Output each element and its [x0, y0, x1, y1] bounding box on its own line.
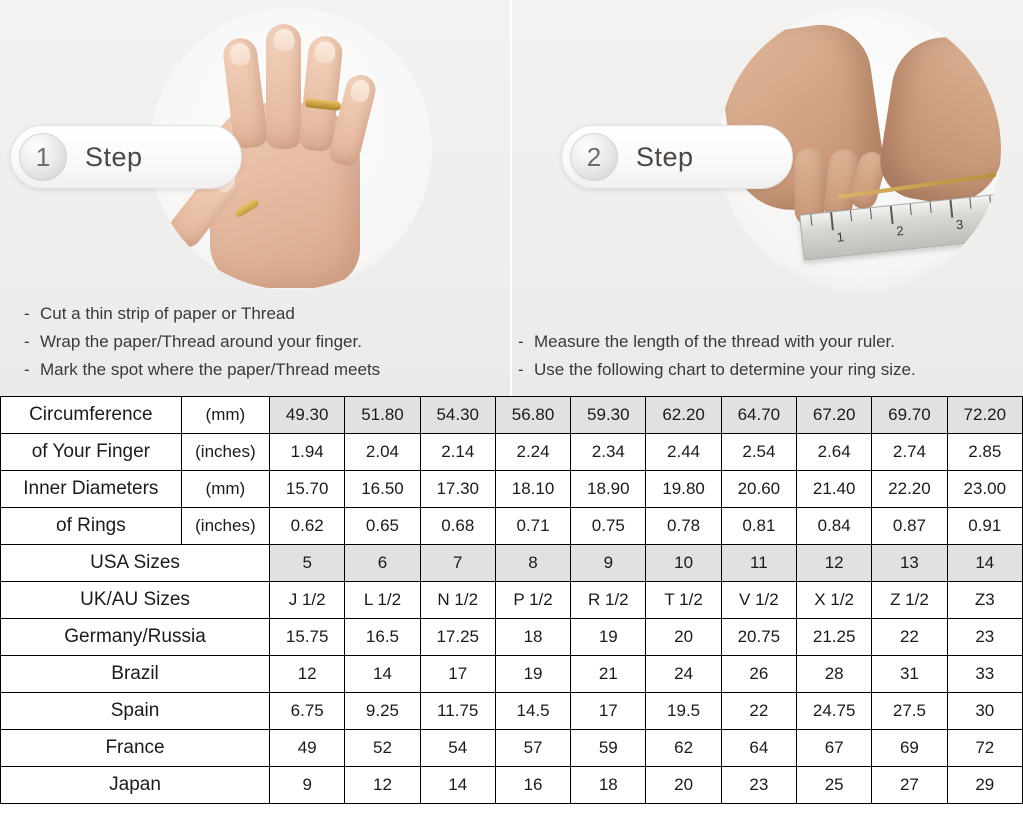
cell: P 1/2 — [495, 582, 570, 619]
row-label-circumference-2: of Your Finger — [1, 434, 182, 471]
row-label-usa-sizes: USA Sizes — [1, 545, 270, 582]
row-label-germany-russia: Germany/Russia — [1, 619, 270, 656]
step-1-label: Step — [85, 141, 143, 172]
cell: 18.90 — [571, 471, 646, 508]
step-1-bullet-1: Cut a thin strip of paper or Thread — [40, 304, 295, 323]
cell: 54.30 — [420, 397, 495, 434]
cell: 62 — [646, 730, 721, 767]
cell: 20.75 — [721, 619, 796, 656]
cell: 49.30 — [270, 397, 345, 434]
cell: 16 — [495, 767, 570, 804]
cell: 51.80 — [345, 397, 420, 434]
cell: 14 — [947, 545, 1022, 582]
cell: 24 — [646, 656, 721, 693]
cell: R 1/2 — [571, 582, 646, 619]
table-row — [1, 508, 1023, 545]
cell: 22 — [872, 619, 947, 656]
cell: 0.65 — [345, 508, 420, 545]
row-label-inner-diameter-1: Inner Diameters — [1, 471, 182, 508]
cell: 16.50 — [345, 471, 420, 508]
cell: 20 — [646, 619, 721, 656]
table-row — [1, 545, 1023, 582]
step-2-panel — [510, 0, 1023, 396]
cell: 21.25 — [797, 619, 872, 656]
cell: 2.44 — [646, 434, 721, 471]
cell: 17.25 — [420, 619, 495, 656]
cell: 21 — [571, 656, 646, 693]
cell: 25 — [797, 767, 872, 804]
row-unit-inches: (inches) — [181, 508, 269, 545]
cell: 64.70 — [721, 397, 796, 434]
cell: 18.10 — [495, 471, 570, 508]
cell: 0.78 — [646, 508, 721, 545]
cell: 1.94 — [270, 434, 345, 471]
step-2-badge — [561, 125, 793, 189]
cell: 16.5 — [345, 619, 420, 656]
cell: 6.75 — [270, 693, 345, 730]
cell: 9 — [571, 545, 646, 582]
cell: 17 — [571, 693, 646, 730]
steps-section — [0, 0, 1023, 396]
cell: 20 — [646, 767, 721, 804]
table-row — [1, 730, 1023, 767]
step-1-instructions — [24, 300, 380, 384]
cell: 19.5 — [646, 693, 721, 730]
cell: 54 — [420, 730, 495, 767]
cell: J 1/2 — [270, 582, 345, 619]
cell: 10 — [646, 545, 721, 582]
cell: 2.14 — [420, 434, 495, 471]
cell: 2.64 — [797, 434, 872, 471]
step-1-number: 1 — [19, 133, 67, 181]
row-unit-mm: (mm) — [181, 471, 269, 508]
list-item: - Wrap the paper/Thread around your finger. — [24, 332, 362, 351]
step-1-badge — [10, 125, 242, 189]
cell: 29 — [947, 767, 1022, 804]
step-1-bullet-2: Wrap the paper/Thread around your finger. — [40, 332, 362, 351]
cell: 23.00 — [947, 471, 1022, 508]
cell: 11.75 — [420, 693, 495, 730]
row-label-brazil: Brazil — [1, 656, 270, 693]
cell: 0.84 — [797, 508, 872, 545]
list-item: - Mark the spot where the paper/Thread meets — [24, 360, 381, 379]
cell: 0.62 — [270, 508, 345, 545]
ruler-number-1: 1 — [835, 229, 845, 245]
table-row — [1, 767, 1023, 804]
cell: 19 — [571, 619, 646, 656]
cell: 2.34 — [571, 434, 646, 471]
cell: 14.5 — [495, 693, 570, 730]
cell: 8 — [495, 545, 570, 582]
cell: 72.20 — [947, 397, 1022, 434]
cell: 0.71 — [495, 508, 570, 545]
cell: 64 — [721, 730, 796, 767]
cell: 30 — [947, 693, 1022, 730]
table-row — [1, 619, 1023, 656]
row-label-inner-diameter-2: of Rings — [1, 508, 182, 545]
step-2-bullet-2: Use the following chart to determine your ring size. — [534, 360, 916, 379]
cell: 59.30 — [571, 397, 646, 434]
cell: 69.70 — [872, 397, 947, 434]
cell: 19.80 — [646, 471, 721, 508]
cell: 5 — [270, 545, 345, 582]
cell: T 1/2 — [646, 582, 721, 619]
table-row — [1, 582, 1023, 619]
row-unit-mm: (mm) — [181, 397, 269, 434]
cell: 12 — [345, 767, 420, 804]
cell: 18 — [495, 619, 570, 656]
cell: 22.20 — [872, 471, 947, 508]
row-unit-inches: (inches) — [181, 434, 269, 471]
cell: 12 — [797, 545, 872, 582]
cell: 2.54 — [721, 434, 796, 471]
cell: 57 — [495, 730, 570, 767]
ruler-number-3: 3 — [955, 216, 965, 233]
cell: 14 — [345, 656, 420, 693]
cell: 0.75 — [571, 508, 646, 545]
table-row — [1, 693, 1023, 730]
cell: 17 — [420, 656, 495, 693]
list-item: - Use the following chart to determine your ring size. — [518, 360, 916, 379]
cell: 62.20 — [646, 397, 721, 434]
cell: 14 — [420, 767, 495, 804]
cell: 9 — [270, 767, 345, 804]
cell: 15.75 — [270, 619, 345, 656]
row-label-circumference-1: Circumference — [1, 397, 182, 434]
list-item: - Measure the length of the thread with your ruler. — [518, 332, 895, 351]
ring-size-table — [0, 396, 1023, 804]
cell: 0.68 — [420, 508, 495, 545]
table-row — [1, 397, 1023, 434]
cell: 56.80 — [495, 397, 570, 434]
cell: 52 — [345, 730, 420, 767]
cell: 0.81 — [721, 508, 796, 545]
table-row — [1, 656, 1023, 693]
cell: 67 — [797, 730, 872, 767]
row-label-japan: Japan — [1, 767, 270, 804]
step-2-bullet-1: Measure the length of the thread with your ruler. — [534, 332, 895, 351]
cell: 0.91 — [947, 508, 1022, 545]
cell: 17.30 — [420, 471, 495, 508]
cell: 9.25 — [345, 693, 420, 730]
cell: 59 — [571, 730, 646, 767]
cell: 6 — [345, 545, 420, 582]
cell: 20.60 — [721, 471, 796, 508]
cell: 27.5 — [872, 693, 947, 730]
ruler-number-2: 2 — [895, 222, 905, 239]
cell: 0.87 — [872, 508, 947, 545]
cell: 24.75 — [797, 693, 872, 730]
cell: 12 — [270, 656, 345, 693]
cell: Z3 — [947, 582, 1022, 619]
cell: 27 — [872, 767, 947, 804]
cell: X 1/2 — [797, 582, 872, 619]
cell: 13 — [872, 545, 947, 582]
cell: V 1/2 — [721, 582, 796, 619]
row-label-spain: Spain — [1, 693, 270, 730]
table-row — [1, 434, 1023, 471]
step-1-panel — [0, 0, 510, 396]
cell: 2.74 — [872, 434, 947, 471]
cell: 19 — [495, 656, 570, 693]
cell: 18 — [571, 767, 646, 804]
cell: 21.40 — [797, 471, 872, 508]
step-2-label: Step — [636, 141, 694, 172]
cell: 72 — [947, 730, 1022, 767]
cell: Z 1/2 — [872, 582, 947, 619]
table-row — [1, 471, 1023, 508]
cell: 49 — [270, 730, 345, 767]
ring-size-table-wrapper — [0, 396, 1023, 826]
cell: 7 — [420, 545, 495, 582]
cell: 26 — [721, 656, 796, 693]
step-1-bullet-3: Mark the spot where the paper/Thread meets — [40, 360, 381, 379]
cell: 31 — [872, 656, 947, 693]
cell: 23 — [947, 619, 1022, 656]
list-item: - Cut a thin strip of paper or Thread — [24, 304, 295, 323]
cell: 11 — [721, 545, 796, 582]
step-2-instructions — [518, 328, 916, 384]
cell: 2.85 — [947, 434, 1022, 471]
cell: 67.20 — [797, 397, 872, 434]
cell: 28 — [797, 656, 872, 693]
cell: L 1/2 — [345, 582, 420, 619]
cell: 69 — [872, 730, 947, 767]
cell: 2.24 — [495, 434, 570, 471]
step-2-number: 2 — [570, 133, 618, 181]
row-label-uk-au-sizes: UK/AU Sizes — [1, 582, 270, 619]
cell: 23 — [721, 767, 796, 804]
cell: N 1/2 — [420, 582, 495, 619]
cell: 22 — [721, 693, 796, 730]
cell: 33 — [947, 656, 1022, 693]
row-label-france: France — [1, 730, 270, 767]
cell: 15.70 — [270, 471, 345, 508]
cell: 2.04 — [345, 434, 420, 471]
